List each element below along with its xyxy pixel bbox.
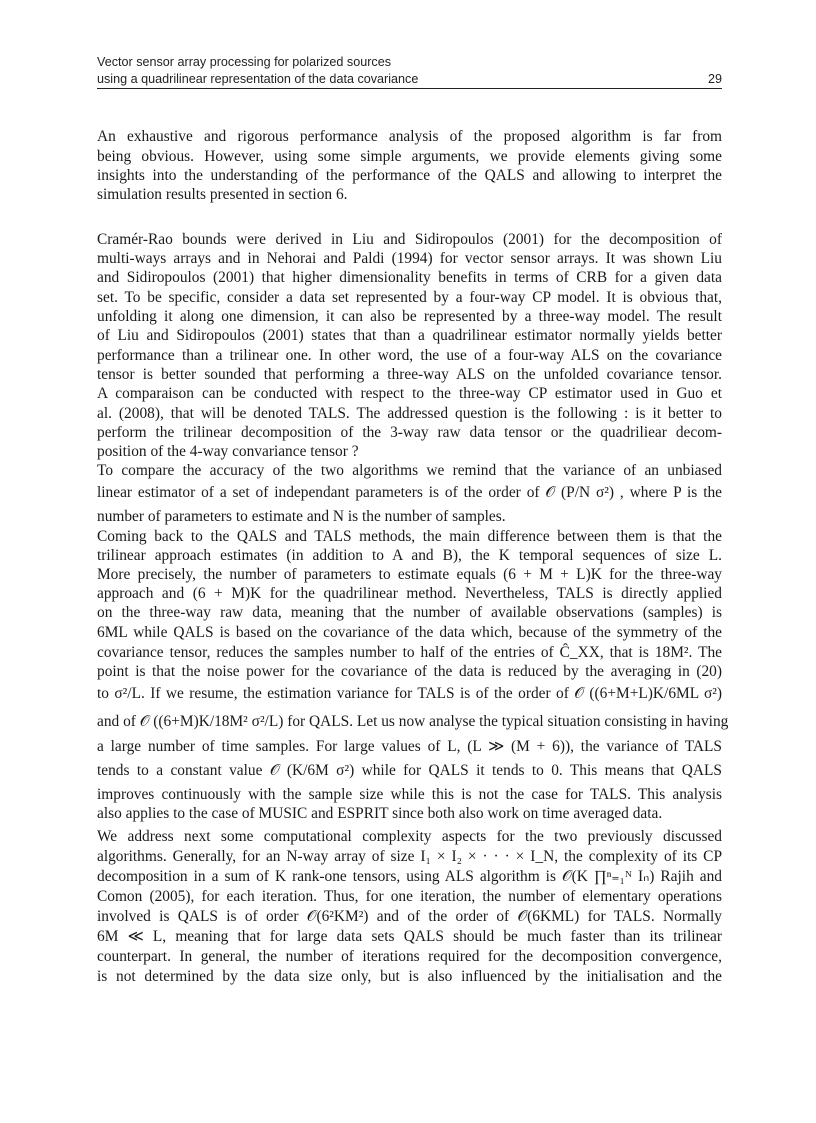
text-line: being obvious. However, using some simple arguments, we provide elements giving some	[97, 148, 722, 165]
text-line: to σ²/L. If we resume, the estimation variance for TALS is of the order of 𝒪 ((6+M+L)K/6ML σ²)	[97, 685, 722, 702]
text-line: 6M ≪ L, meaning that for large data sets QALS should be much faster than its trilinear	[97, 928, 722, 945]
text-line: tensor is better sounded that performing a three-way ALS on the unfolded covariance tensor.	[97, 366, 722, 383]
text-line: point is that the noise power for the covariance of the data is reduced by the averaging in (20)	[97, 663, 722, 680]
text-line: on the three-way raw data, meaning that the number of available observations (samples) is	[97, 604, 722, 621]
text-line: trilinear approach estimates (in addition to A and B), the K temporal sequences of size L.	[97, 547, 722, 564]
text-line: set. To be specific, consider a data set represented by a four-way CP model. It is obvious that,	[97, 289, 722, 306]
text-line: performance than a trilinear one. In other word, the use of a four-way ALS on the covariance	[97, 347, 722, 364]
text-line: An exhaustive and rigorous performance analysis of the proposed algorithm is far from	[97, 128, 722, 145]
text-line: and of 𝒪 ((6+M)K/18M² σ²/L) for QALS. Let us now analyse the typical situation consisting in having	[97, 713, 729, 730]
text-line: covariance tensor, reduces the samples number to half of the entries of Ĉ_XX, that is 18M². The	[97, 644, 722, 661]
text-line: linear estimator of a set of independant parameters is of the order of 𝒪 (P/N σ²) , where P is the	[97, 484, 722, 501]
page-number: 29	[707, 72, 722, 86]
text-line: simulation results presented in section 6.	[97, 186, 348, 203]
text-line: To compare the accuracy of the two algorithms we remind that the variance of an unbiased	[97, 462, 722, 479]
text-line: A comparaison can be conducted with respect to the three-way CP estimator used in Guo et	[97, 385, 722, 402]
text-line: Coming back to the QALS and TALS methods, the main difference between them is that the	[97, 528, 722, 545]
text-line: algorithms. Generally, for an N-way array of size I₁ × I₂ × · · · × I_N, the complexity of its CP	[97, 848, 722, 865]
text-line: 6ML while QALS is based on the covariance of the data which, because of the symmetry of the	[97, 624, 722, 641]
text-line: and Sidiropoulos (2001) that higher dimensionality benefits in terms of CRB for a given data	[97, 269, 722, 286]
text-line: improves continuously with the sample size while this is not the case for TALS. This analysis	[97, 786, 722, 803]
text-line: tends to a constant value 𝒪 (K/6M σ²) while for QALS it tends to 0. This means that QALS	[97, 762, 722, 779]
text-line: al. (2008), that will be denoted TALS. The addressed question is the following : is it better to	[97, 405, 722, 422]
text-line: a large number of time samples. For large values of L, (L ≫ (M + 6)), the variance of TALS	[97, 738, 722, 755]
text-line: is not determined by the data size only, but is also influenced by the initialisation and the	[97, 968, 722, 985]
text-line: counterpart. In general, the number of iterations required for the decomposition convergence,	[97, 948, 722, 965]
text-line: number of parameters to estimate and N is the number of samples.	[97, 508, 506, 525]
running-header-title-line-2: using a quadrilinear representation of the data covariance	[97, 72, 419, 86]
text-line: of Liu and Sidiropoulos (2001) states that than a quadrilinear estimator normally yields better	[97, 327, 722, 344]
text-line: Cramér-Rao bounds were derived in Liu and Sidiropoulos (2001) for the decomposition of	[97, 231, 722, 248]
header-rule	[97, 88, 722, 89]
text-line: More precisely, the number of parameters to estimate equals (6 + M + L)K for the three-way	[97, 566, 722, 583]
running-header-title-line-1: Vector sensor array processing for polarized sources	[97, 55, 391, 69]
text-line: approach and (6 + M)K for the quadrilinear method. Nevertheless, TALS is directly applied	[97, 585, 722, 602]
text-line: also applies to the case of MUSIC and ESPRIT since both also work on time averaged data.	[97, 805, 663, 822]
text-line: We address next some computational complexity aspects for the two previously discussed	[97, 828, 722, 845]
text-line: multi-ways arrays and in Nehorai and Paldi (1994) for vector sensor arrays. It was shown Liu	[97, 250, 722, 267]
text-line: Comon (2005), for each iteration. Thus, for one iteration, the number of elementary operations	[97, 888, 722, 905]
text-line: perform the trilinear decomposition of the 3-way raw data tensor or the quadriliear decom-	[97, 424, 722, 441]
text-line: involved is QALS is of order 𝒪(6²KM²) and of the order of 𝒪(6KML) for TALS. Normally	[97, 908, 722, 925]
text-line: decomposition in a sum of K rank-one tensors, using ALS algorithm is 𝒪(K ∏ⁿ₌₁ᴺ Iₙ) Rajih and	[97, 868, 722, 885]
text-line: unfolding it along one dimension, it can also be represented by a three-way model. The result	[97, 308, 722, 325]
text-line: position of the 4-way convariance tensor ?	[97, 443, 359, 460]
text-line: insights into the understanding of the performance of the QALS and allowing to interpret the	[97, 167, 722, 184]
